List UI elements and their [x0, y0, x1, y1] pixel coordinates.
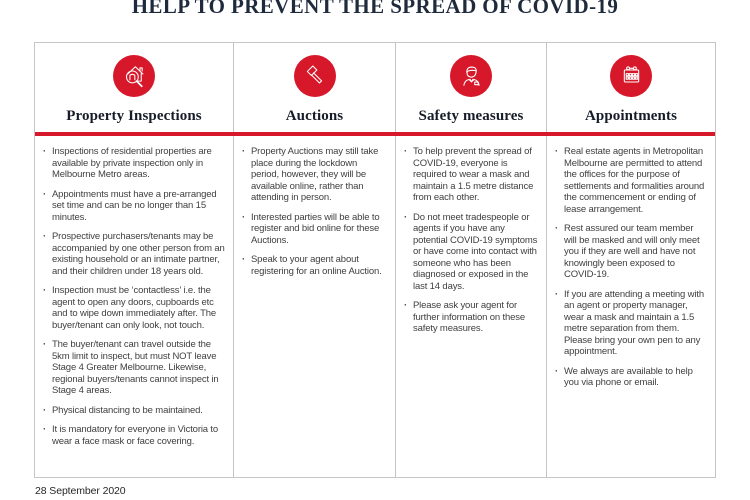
header-divider-bar — [35, 132, 715, 136]
column-body — [547, 132, 715, 397]
page-title: HELP TO PREVENT THE SPREAD OF COVID-19 — [131, 0, 619, 18]
bullet-item: · If you are attending a meeting with an agent or property manager, wear a mask and maintain a 1.5 metre separation from them. Please bring your own pen to any appointment. — [554, 289, 707, 358]
bullet-item: · Speak to your agent about registering for an online Auction. — [241, 254, 387, 277]
column-auctions — [234, 43, 396, 477]
bullet-item: · Prospective purchasers/tenants may be accompanied by one other person from an existing household or an intimate partner, and their children under 18 years old. — [42, 231, 225, 277]
info-table — [34, 42, 716, 478]
bullet-list — [554, 146, 707, 389]
bullet-item: · We always are available to help you via phone or email. — [554, 366, 707, 389]
house-magnifier-icon — [113, 55, 155, 97]
calendar-icon — [610, 55, 652, 97]
bullet-item: · Please ask your agent for further information on these safety measures. — [403, 300, 538, 335]
column-title: Appointments — [584, 108, 678, 124]
column-header — [35, 43, 233, 132]
bullet-list — [42, 146, 225, 447]
publication-date: 28 September 2020 — [35, 485, 126, 497]
masked-person-icon — [450, 55, 492, 97]
bullet-item: · Real estate agents in Metropolitan Melbourne are permitted to attend the offices for the purpose of settlements and formalities around the commencement or ending of lease arrangement. — [554, 146, 707, 215]
column-property-inspections — [35, 43, 234, 477]
column-appointments — [547, 43, 715, 477]
bullet-item: · The buyer/tenant can travel outside the 5km limit to inspect, but must NOT leave Stage 4 Greater Melbourne. Likewise, regional buyers/tenants cannot inspect in Stage 4 areas. — [42, 339, 225, 397]
column-safety-measures — [396, 43, 547, 477]
bullet-item: · To help prevent the spread of COVID-19, everyone is required to wear a mask and maintain a 1.5 metre distance from each other. — [403, 146, 538, 204]
column-title: Safety measures — [418, 108, 524, 124]
bullet-item: · Rest assured our team member will be masked and will only meet you if they are well and have not knowingly been exposed to COVID-19. — [554, 223, 707, 281]
column-header — [234, 43, 395, 132]
bullet-item: · Property Auctions may still take place during the lockdown period, however, they will be available online, rather than attending in person. — [241, 146, 387, 204]
column-header — [396, 43, 546, 132]
column-title: Auctions — [285, 108, 344, 124]
bullet-list — [241, 146, 387, 277]
bullet-item: · Do not meet tradespeople or agents if you have any potential COVID-19 symptoms or have come into contact with someone who has been diagnosed or exposed in the last 14 days. — [403, 212, 538, 293]
column-body — [234, 132, 395, 285]
bullet-item: · Inspections of residential properties are available by private inspection only in Melbourne Metro areas. — [42, 146, 225, 181]
bullet-item: · Physical distancing to be maintained. — [42, 405, 225, 417]
bullet-item: · It is mandatory for everyone in Victoria to wear a face mask or face covering. — [42, 424, 225, 447]
column-body — [35, 132, 233, 455]
bullet-item: · Appointments must have a pre-arranged set time and can be no longer than 15 minutes. — [42, 189, 225, 224]
bullet-list — [403, 146, 538, 335]
bullet-item: · Interested parties will be able to register and bid online for these Auctions. — [241, 212, 387, 247]
bullet-item: · Inspection must be ‘contactless’ i.e. the agent to open any doors, cupboards etc and to wipe down immediately after. The buyer/tenant can only look, not touch. — [42, 285, 225, 331]
column-title: Property Inspections — [66, 108, 202, 124]
column-header — [547, 43, 715, 132]
column-body — [396, 132, 546, 343]
gavel-icon — [294, 55, 336, 97]
